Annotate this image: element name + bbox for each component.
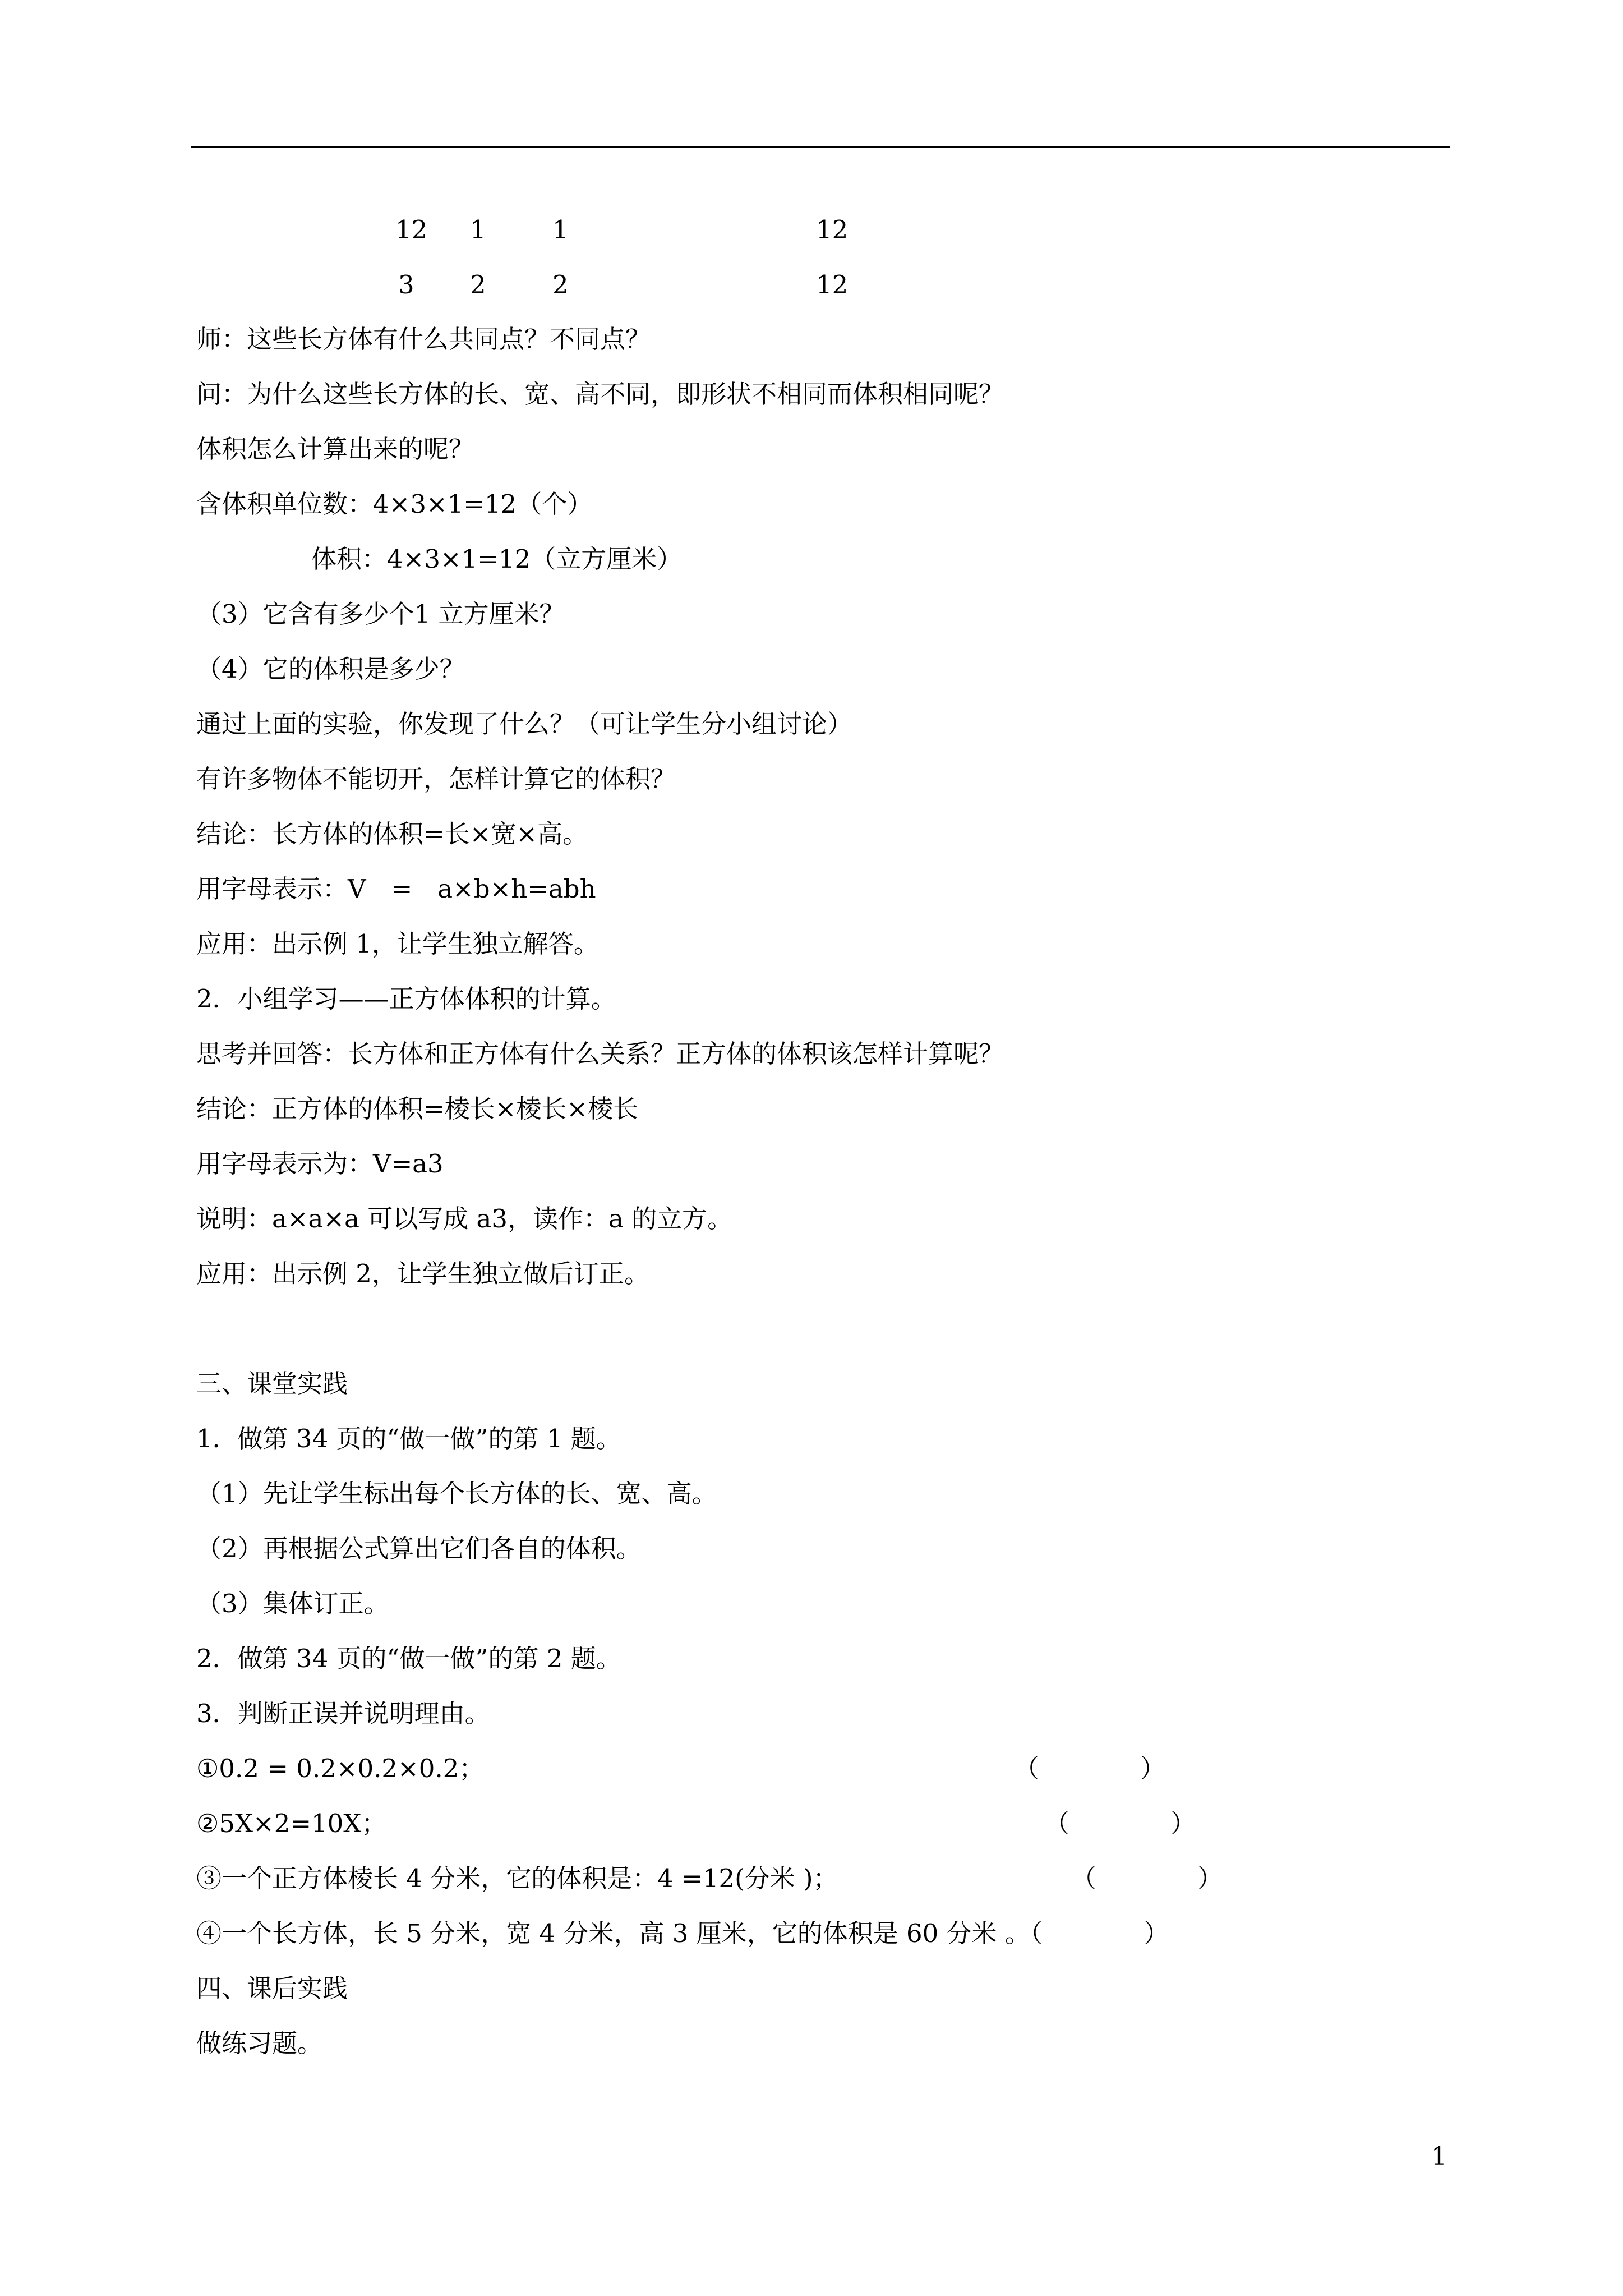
- section-heading: 三、课堂实践: [196, 1369, 348, 1398]
- text-line: （4）它的体积是多少？: [196, 654, 465, 684]
- section-heading: 四、课后实践: [196, 1973, 348, 2003]
- answer-bracket: （ ）: [1071, 1864, 1223, 1893]
- page-number: 1: [1431, 2142, 1447, 2171]
- text-line: 应用：出示例 2，让学生独立做后订正。: [196, 1259, 649, 1289]
- table-cell: 12: [816, 270, 849, 300]
- judgment-item: ③一个正方体棱长 4 分米，它的体积是：4 =12(分米 )；: [196, 1864, 838, 1893]
- judgment-item: ④一个长方体，长 5 分米，宽 4 分米，高 3 厘米，它的体积是 60 分米 。（ ）: [196, 1918, 1169, 1948]
- text-line: 1．做第 34 页的“做一做”的第 1 题。: [196, 1424, 621, 1453]
- text-line: 2．小组学习——正方体体积的计算。: [196, 984, 616, 1014]
- text-line: 2．做第 34 页的“做一做”的第 2 题。: [196, 1644, 621, 1673]
- answer-bracket: （ ）: [1014, 1754, 1166, 1783]
- table-cell: 12: [816, 215, 849, 245]
- table-cell: 1: [470, 215, 486, 245]
- table-cell: 2: [552, 270, 569, 300]
- text-line: 说明：a×a×a 可以写成 a3，读作：a 的立方。: [196, 1204, 733, 1234]
- table-cell: 3: [398, 270, 414, 300]
- text-line: 应用：出示例 1，让学生独立解答。: [196, 929, 599, 959]
- header-rule: [191, 146, 1450, 148]
- text-line: 含体积单位数：4×3×1=12（个）: [196, 489, 593, 519]
- judgment-item: ②5X×2=10X；: [196, 1809, 387, 1838]
- text-line: 结论：正方体的体积=棱长×棱长×棱长: [196, 1094, 639, 1124]
- judgment-item: ①0.2 = 0.2×0.2×0.2；: [196, 1754, 485, 1783]
- text-line: 师：这些长方体有什么共同点？不同点？: [196, 324, 651, 354]
- table-cell: 1: [552, 215, 569, 245]
- text-line: （2）再根据公式算出它们各自的体积。: [196, 1534, 642, 1563]
- text-line: 做练习题。: [196, 2028, 323, 2058]
- text-line: 通过上面的实验，你发现了什么？（可让学生分小组讨论）: [196, 709, 853, 739]
- text-line: 体积：4×3×1=12（立方厘米）: [311, 544, 683, 574]
- text-line: 思考并回答：长方体和正方体有什么关系？正方体的体积该怎样计算呢？: [196, 1039, 1004, 1069]
- table-cell: 2: [470, 270, 486, 300]
- answer-bracket: （ ）: [1044, 1809, 1196, 1838]
- text-line: （3）它含有多少个1 立方厘米？: [196, 599, 565, 629]
- text-line: （1）先让学生标出每个长方体的长、宽、高。: [196, 1479, 717, 1508]
- text-line: 结论：长方体的体积=长×宽×高。: [196, 819, 588, 849]
- text-line: 用字母表示：V = a×b×h=abh: [196, 874, 596, 904]
- text-line: （3）集体订正。: [196, 1589, 389, 1618]
- text-line: 问：为什么这些长方体的长、宽、高不同，即形状不相同而体积相同呢？: [196, 379, 1004, 409]
- table-cell: 12: [395, 215, 428, 245]
- text-line: 用字母表示为：V=a3: [196, 1149, 444, 1179]
- text-line: 体积怎么计算出来的呢？: [196, 434, 474, 464]
- text-line: 3．判断正误并说明理由。: [196, 1699, 490, 1728]
- text-line: 有许多物体不能切开，怎样计算它的体积？: [196, 764, 676, 794]
